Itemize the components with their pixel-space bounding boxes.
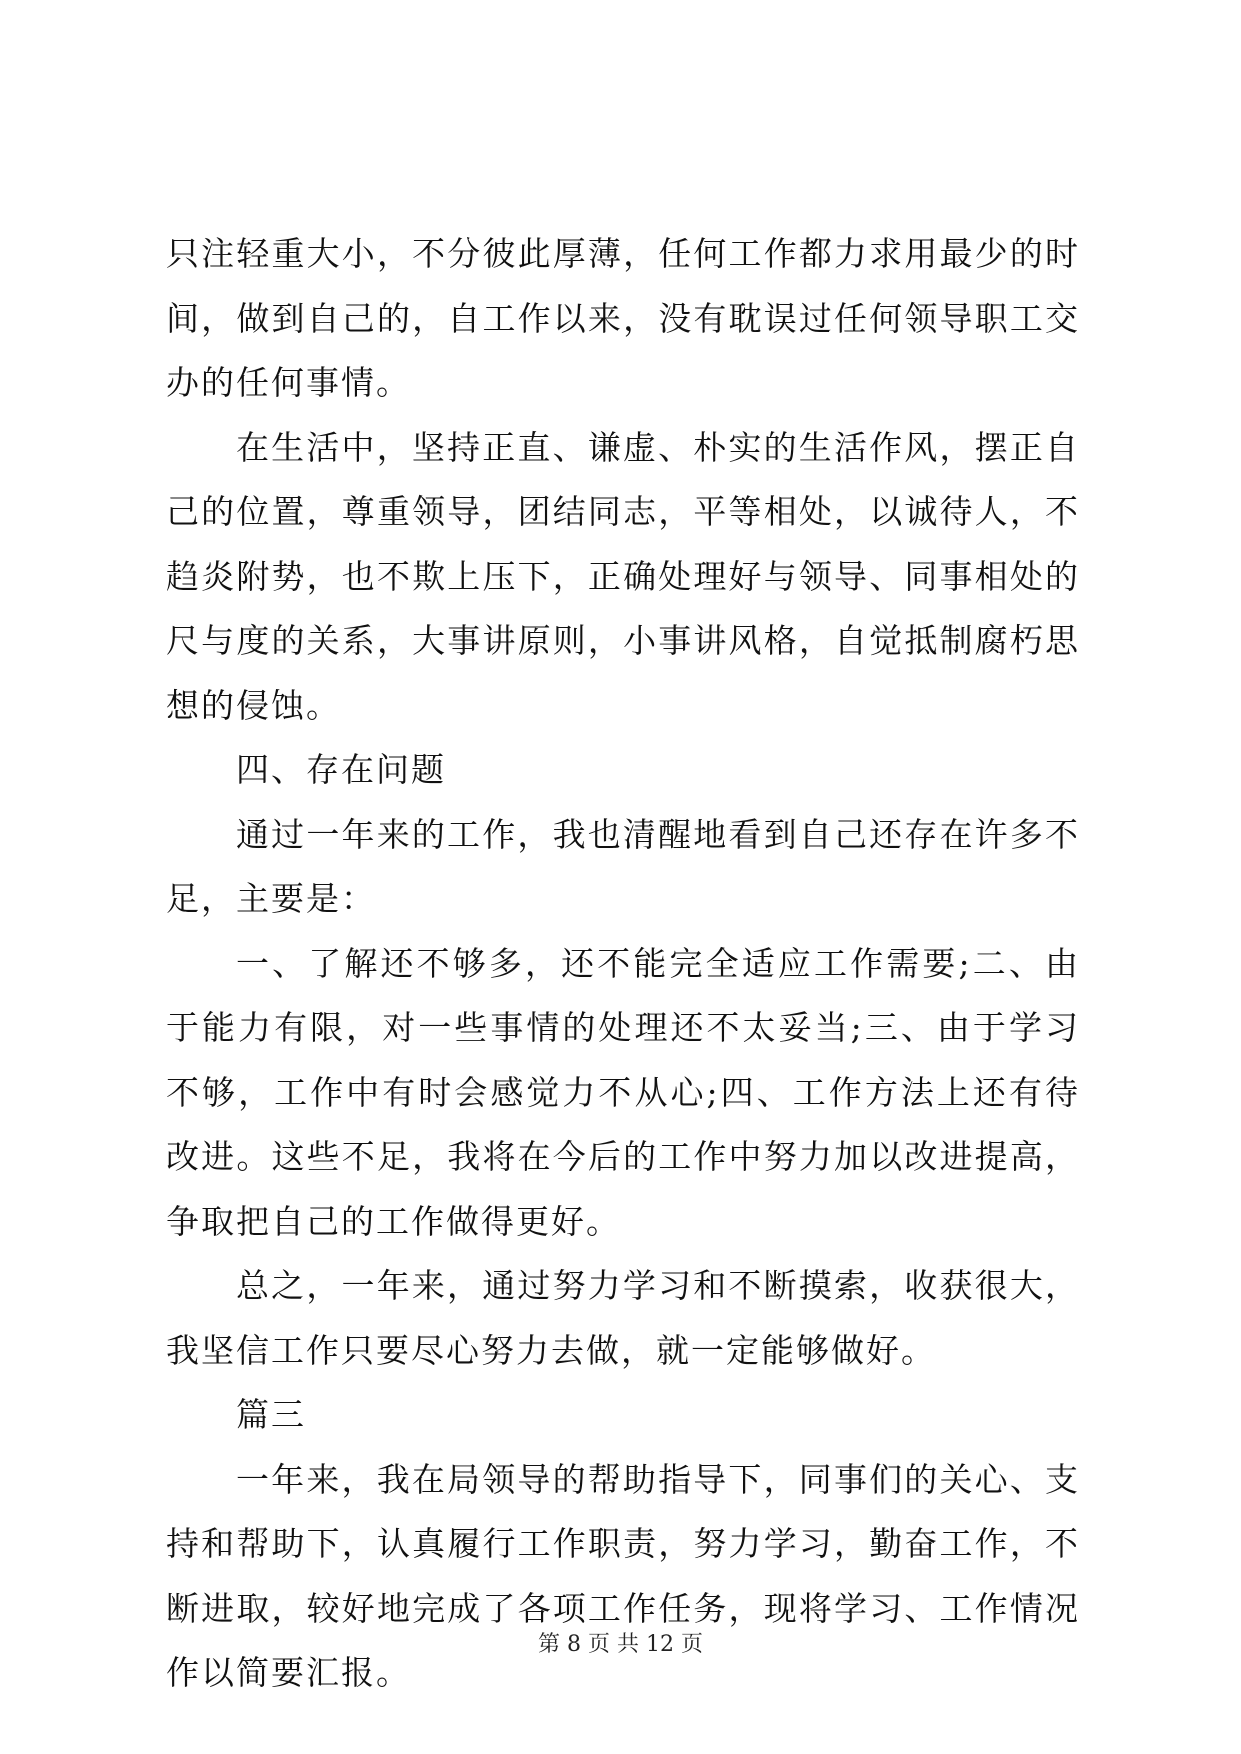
section-heading-part-three: 篇三 <box>236 1395 306 1434</box>
page-footer <box>0 1630 1241 1660</box>
paragraph-5: 总之，一年来，通过努力学习和不断摸索，收获很大，我坚信工作只要尽心努力去做，就一定能够做好。 <box>166 1266 1080 1370</box>
paragraph-3: 通过一年来的工作，我也清醒地看到自己还存在许多不足，主要是： <box>166 814 1080 918</box>
document-body <box>166 222 1080 1706</box>
paragraph-6: 一年来，我在局领导的帮助指导下，同事们的关心、支持和帮助下，认真履行工作职责，努力学习，勤奋工作，不断进取，较好地完成了各项工作任务，现将学习、工作情况作以简要汇报。 <box>166 1459 1080 1692</box>
paragraph-4: 一、了解还不够多，还不能完全适应工作需要;二、由于能力有限，对一些事情的处理还不太妥当;三、由于学习不够，工作中有时会感觉力不从心;四、工作方法上还有待改进。这些不足，我将在今后的工作中努力加以改进提高，争取把自己的工作做得更好。 <box>166 943 1080 1241</box>
paragraph-2: 在生活中，坚持正直、谦虚、朴实的生活作风，摆正自己的位置，尊重领导，团结同志，平等相处，以诚待人，不趋炎附势，也不欺上压下，正确处理好与领导、同事相处的尺与度的关系，大事讲原则，小事讲风格，自觉抵制腐朽思想的侵蚀。 <box>166 427 1080 725</box>
page-number-label: 第 8 页 共 12 页 <box>538 1632 703 1657</box>
paragraph-1: 只注轻重大小，不分彼此厚薄，任何工作都力求用最少的时间，做到自己的，自工作以来，没有耽误过任何领导职工交办的任何事情。 <box>166 234 1080 402</box>
section-heading-issues: 四、存在问题 <box>236 750 446 789</box>
